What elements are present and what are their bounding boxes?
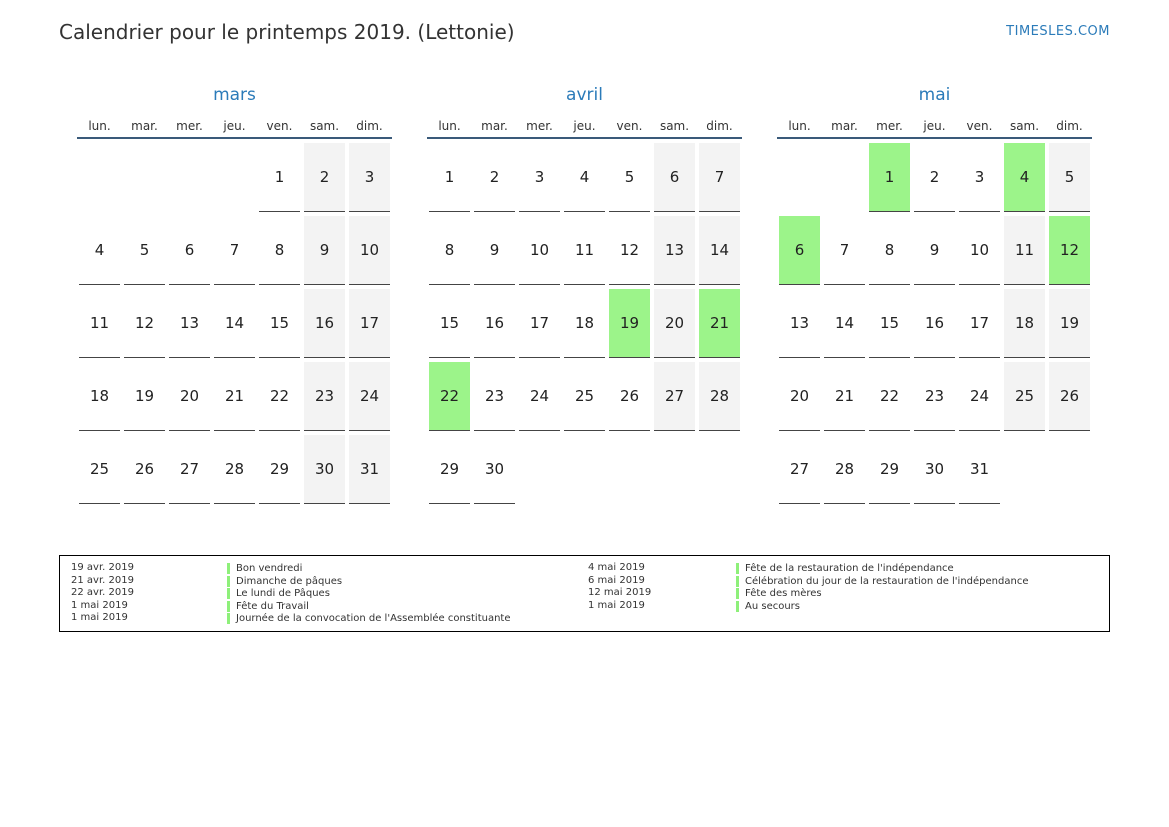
day-cell: 15 xyxy=(869,289,911,358)
day-empty xyxy=(564,435,606,504)
day-cell: 28 xyxy=(699,362,741,431)
day-empty xyxy=(699,435,741,504)
day-cell: 1 xyxy=(429,143,471,212)
day-cell: 12 xyxy=(609,216,651,285)
day-cell: 11 xyxy=(79,289,121,358)
day-empty xyxy=(609,435,651,504)
day-cell: 3 xyxy=(349,143,391,212)
day-cell: 10 xyxy=(349,216,391,285)
day-cell: 31 xyxy=(349,435,391,504)
month-mars xyxy=(77,83,392,508)
day-cell: 19 xyxy=(609,289,651,358)
weekday-label: ven. xyxy=(616,119,643,133)
holiday-date: 21 avr. 2019 xyxy=(71,574,134,586)
day-cell: 11 xyxy=(564,216,606,285)
day-cell: 14 xyxy=(824,289,866,358)
day-cell: 20 xyxy=(169,362,211,431)
day-empty xyxy=(214,143,256,212)
day-cell: 2 xyxy=(304,143,346,212)
week-row xyxy=(77,289,392,362)
day-empty xyxy=(654,435,696,504)
day-cell: 28 xyxy=(824,435,866,504)
week-row xyxy=(777,362,1092,435)
week-row xyxy=(777,216,1092,289)
day-cell: 25 xyxy=(1004,362,1046,431)
day-cell: 10 xyxy=(959,216,1001,285)
day-cell: 23 xyxy=(474,362,516,431)
month-name: avril xyxy=(566,85,603,105)
day-cell: 15 xyxy=(429,289,471,358)
day-cell: 25 xyxy=(564,362,606,431)
holiday-date: 12 mai 2019 xyxy=(588,587,652,598)
day-cell: 9 xyxy=(304,216,346,285)
holiday-date: 6 mai 2019 xyxy=(588,574,645,586)
day-cell: 5 xyxy=(124,216,166,285)
weekday-label: jeu. xyxy=(223,119,246,133)
day-cell: 26 xyxy=(609,362,651,431)
day-cell: 16 xyxy=(914,289,956,358)
day-cell: 18 xyxy=(564,289,606,358)
day-cell: 13 xyxy=(779,289,821,358)
month-mai xyxy=(777,83,1092,508)
day-cell: 9 xyxy=(914,216,956,285)
day-cell: 31 xyxy=(959,435,1001,504)
weekday-header xyxy=(427,107,742,139)
holiday-legend xyxy=(59,555,1110,632)
day-cell: 27 xyxy=(779,435,821,504)
day-cell: 20 xyxy=(779,362,821,431)
week-row xyxy=(77,435,392,508)
day-cell: 3 xyxy=(959,143,1001,212)
page-title: Calendrier pour le printemps 2019. (Lettonie) xyxy=(59,20,515,44)
day-cell: 10 xyxy=(519,216,561,285)
holiday-date: 22 avr. 2019 xyxy=(71,587,134,598)
weekday-label: jeu. xyxy=(923,119,946,133)
month-name: mars xyxy=(213,85,256,105)
day-cell: 24 xyxy=(349,362,391,431)
weekday-header xyxy=(777,107,1092,139)
week-row xyxy=(77,143,392,216)
month-name: mai xyxy=(918,85,951,105)
holiday-name: Au secours xyxy=(736,601,800,612)
day-empty xyxy=(779,143,821,212)
day-cell: 18 xyxy=(79,362,121,431)
day-cell: 21 xyxy=(214,362,256,431)
day-cell: 14 xyxy=(214,289,256,358)
holiday-name: Bon vendredi xyxy=(227,563,302,574)
week-row xyxy=(427,289,742,362)
day-cell: 1 xyxy=(869,143,911,212)
day-cell: 22 xyxy=(869,362,911,431)
week-row xyxy=(77,216,392,289)
weekday-label: mer. xyxy=(526,119,553,133)
day-cell: 4 xyxy=(1004,143,1046,212)
day-cell: 15 xyxy=(259,289,301,358)
day-cell: 7 xyxy=(824,216,866,285)
day-cell: 27 xyxy=(654,362,696,431)
weekday-label: lun. xyxy=(88,119,111,133)
day-empty xyxy=(169,143,211,212)
day-cell: 17 xyxy=(519,289,561,358)
weekday-label: ven. xyxy=(966,119,993,133)
week-row xyxy=(777,289,1092,362)
weekday-label: lun. xyxy=(788,119,811,133)
day-cell: 13 xyxy=(169,289,211,358)
day-cell: 2 xyxy=(474,143,516,212)
day-cell: 13 xyxy=(654,216,696,285)
day-cell: 29 xyxy=(869,435,911,504)
day-cell: 29 xyxy=(259,435,301,504)
brand-link[interactable]: TIMESLES.COM xyxy=(1006,24,1110,39)
day-cell: 21 xyxy=(824,362,866,431)
day-cell: 19 xyxy=(124,362,166,431)
weekday-label: lun. xyxy=(438,119,461,133)
weekday-label: mar. xyxy=(481,119,508,133)
day-cell: 22 xyxy=(259,362,301,431)
day-empty xyxy=(1004,435,1046,504)
day-cell: 24 xyxy=(959,362,1001,431)
day-cell: 5 xyxy=(1049,143,1091,212)
day-cell: 16 xyxy=(304,289,346,358)
week-row xyxy=(77,362,392,435)
day-cell: 17 xyxy=(349,289,391,358)
holiday-name: Fête du Travail xyxy=(227,601,309,612)
day-cell: 11 xyxy=(1004,216,1046,285)
weekday-label: sam. xyxy=(659,119,690,133)
day-cell: 22 xyxy=(429,362,471,431)
day-cell: 8 xyxy=(429,216,471,285)
week-row xyxy=(777,143,1092,216)
day-cell: 26 xyxy=(1049,362,1091,431)
day-cell: 9 xyxy=(474,216,516,285)
day-cell: 26 xyxy=(124,435,166,504)
day-cell: 5 xyxy=(609,143,651,212)
weekday-label: dim. xyxy=(356,119,383,133)
day-cell: 6 xyxy=(654,143,696,212)
day-cell: 23 xyxy=(914,362,956,431)
holiday-date: 19 avr. 2019 xyxy=(71,562,134,573)
weekday-label: mer. xyxy=(176,119,203,133)
holiday-date: 4 mai 2019 xyxy=(588,562,645,573)
weekday-label: sam. xyxy=(309,119,340,133)
day-cell: 18 xyxy=(1004,289,1046,358)
day-cell: 24 xyxy=(519,362,561,431)
week-row xyxy=(777,435,1092,508)
day-cell: 27 xyxy=(169,435,211,504)
holiday-date: 1 mai 2019 xyxy=(588,599,645,611)
day-empty xyxy=(519,435,561,504)
week-row xyxy=(427,435,742,508)
day-cell: 20 xyxy=(654,289,696,358)
weekday-label: mar. xyxy=(831,119,858,133)
day-cell: 2 xyxy=(914,143,956,212)
day-cell: 23 xyxy=(304,362,346,431)
day-cell: 14 xyxy=(699,216,741,285)
day-cell: 4 xyxy=(79,216,121,285)
week-row xyxy=(427,143,742,216)
day-cell: 19 xyxy=(1049,289,1091,358)
day-cell: 3 xyxy=(519,143,561,212)
day-empty xyxy=(124,143,166,212)
day-cell: 16 xyxy=(474,289,516,358)
weekday-label: dim. xyxy=(706,119,733,133)
day-cell: 25 xyxy=(79,435,121,504)
holiday-name: Fête des mères xyxy=(736,588,822,599)
weekday-label: ven. xyxy=(266,119,293,133)
weekday-header xyxy=(77,107,392,139)
holiday-name: Célébration du jour de la restauration de l'indépendance xyxy=(736,576,1028,587)
day-cell: 29 xyxy=(429,435,471,504)
weekday-label: sam. xyxy=(1009,119,1040,133)
weekday-label: mer. xyxy=(876,119,903,133)
day-cell: 8 xyxy=(259,216,301,285)
day-cell: 8 xyxy=(869,216,911,285)
week-row xyxy=(427,362,742,435)
holiday-name: Journée de la convocation de l'Assemblée constituante xyxy=(227,613,511,624)
week-row xyxy=(427,216,742,289)
holiday-name: Fête de la restauration de l'indépendance xyxy=(736,563,954,574)
day-cell: 6 xyxy=(169,216,211,285)
weekday-label: mar. xyxy=(131,119,158,133)
day-cell: 12 xyxy=(1049,216,1091,285)
holiday-name: Dimanche de pâques xyxy=(227,576,342,587)
day-cell: 30 xyxy=(914,435,956,504)
day-cell: 6 xyxy=(779,216,821,285)
day-cell: 30 xyxy=(474,435,516,504)
holiday-date: 1 mai 2019 xyxy=(71,612,128,623)
day-cell: 30 xyxy=(304,435,346,504)
day-cell: 17 xyxy=(959,289,1001,358)
day-cell: 28 xyxy=(214,435,256,504)
weekday-label: jeu. xyxy=(573,119,596,133)
day-cell: 4 xyxy=(564,143,606,212)
day-cell: 7 xyxy=(214,216,256,285)
day-empty xyxy=(1049,435,1091,504)
day-cell: 7 xyxy=(699,143,741,212)
day-empty xyxy=(79,143,121,212)
day-cell: 12 xyxy=(124,289,166,358)
holiday-name: Le lundi de Pâques xyxy=(227,588,330,599)
weekday-label: dim. xyxy=(1056,119,1083,133)
day-cell: 21 xyxy=(699,289,741,358)
month-avril xyxy=(427,83,742,508)
holiday-date: 1 mai 2019 xyxy=(71,599,128,611)
day-empty xyxy=(824,143,866,212)
day-cell: 1 xyxy=(259,143,301,212)
